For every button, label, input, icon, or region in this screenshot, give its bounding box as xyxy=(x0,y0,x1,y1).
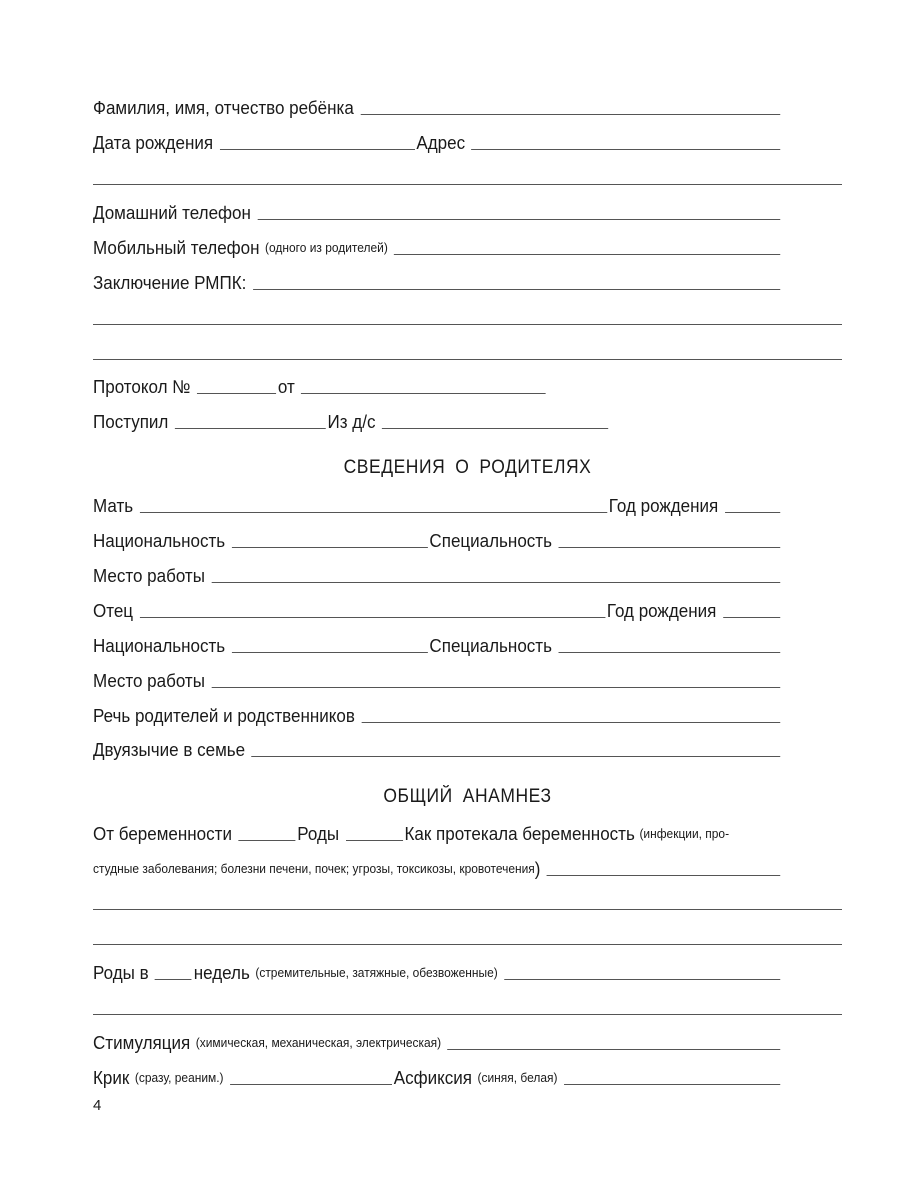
cry-field[interactable] xyxy=(230,1084,392,1085)
row-father xyxy=(93,599,782,623)
father-nationality-field[interactable] xyxy=(232,652,428,653)
row-mother-workplace xyxy=(93,564,782,588)
father-specialty-label: Специальность xyxy=(429,635,552,656)
pregnancy-course-label: Как протекала беременность xyxy=(404,823,635,844)
mother-nationality-label: Национальность xyxy=(93,530,226,551)
mother-birth-year-field[interactable] xyxy=(725,512,781,513)
address-field[interactable] xyxy=(472,149,781,150)
father-label: Отец xyxy=(93,600,134,621)
birth-weeks-field[interactable] xyxy=(155,979,192,980)
mother-specialty-field[interactable] xyxy=(558,547,780,548)
stimulation-field[interactable] xyxy=(448,1049,781,1050)
pregnancy-course-field[interactable] xyxy=(547,875,780,876)
row-mobile-phone xyxy=(93,236,782,260)
mother-field[interactable] xyxy=(140,512,607,513)
birth-in-label: Роды в xyxy=(93,962,149,983)
father-birth-year-label: Год рождения xyxy=(606,600,717,621)
row-father-workplace xyxy=(93,669,782,693)
row-cry-asphyxia xyxy=(93,1066,782,1090)
mother-workplace-label: Место работы xyxy=(93,565,205,586)
row-child-name xyxy=(93,96,782,120)
protocol-from-label: от xyxy=(277,376,295,397)
page-number: 4 xyxy=(93,1097,102,1114)
bilingual-label: Двуязычие в семье xyxy=(93,739,246,760)
row-mother xyxy=(93,494,782,518)
parents-heading: СВЕДЕНИЯ О РОДИТЕЛЯХ xyxy=(343,457,592,478)
pregnancy-course-note-1: (инфекции, про- xyxy=(639,826,730,841)
mobile-phone-label: Мобильный телефон xyxy=(93,237,260,258)
from-kindergarten-field[interactable] xyxy=(382,428,608,429)
row-pregnancy-course xyxy=(93,857,782,881)
row-father-nationality xyxy=(93,634,782,658)
row-home-phone xyxy=(93,201,782,225)
weeks-label: недель xyxy=(193,962,250,983)
rmpk-conclusion-line-2[interactable] xyxy=(93,324,842,325)
pregnancy-course-line-3[interactable] xyxy=(93,944,842,945)
child-name-field[interactable] xyxy=(360,114,780,115)
row-birth-address xyxy=(93,131,782,155)
bilingual-field[interactable] xyxy=(252,756,781,757)
child-name-label: Фамилия, имя, отчество ребёнка xyxy=(93,97,354,118)
father-workplace-field[interactable] xyxy=(211,687,780,688)
births-label: Роды xyxy=(297,823,340,844)
rmpk-conclusion-field[interactable] xyxy=(253,289,780,290)
pregnancy-course-note-close: ) xyxy=(534,858,541,879)
speech-field[interactable] xyxy=(361,722,780,723)
row-speech xyxy=(93,704,782,728)
mother-label: Мать xyxy=(93,495,134,516)
protocol-label: Протокол № xyxy=(93,376,191,397)
protocol-date-field[interactable] xyxy=(301,393,546,394)
cry-label: Крик xyxy=(93,1067,130,1088)
birth-date-field[interactable] xyxy=(220,149,415,150)
home-phone-field[interactable] xyxy=(257,219,780,220)
row-pregnancy xyxy=(93,822,782,846)
father-nationality-label: Национальность xyxy=(93,635,226,656)
birth-type-field[interactable] xyxy=(504,979,780,980)
admitted-label: Поступил xyxy=(93,411,169,432)
row-birth-weeks xyxy=(93,961,782,985)
mother-specialty-label: Специальность xyxy=(429,530,552,551)
pregnancy-number-field[interactable] xyxy=(238,840,295,841)
father-birth-year-field[interactable] xyxy=(723,617,780,618)
father-workplace-label: Место работы xyxy=(93,670,205,691)
mother-birth-year-label: Год рождения xyxy=(608,495,719,516)
father-field[interactable] xyxy=(140,617,606,618)
address-label: Адрес xyxy=(416,132,466,153)
admitted-field[interactable] xyxy=(175,428,326,429)
rmpk-conclusion-label: Заключение РМПК: xyxy=(93,272,247,293)
row-rmpk xyxy=(93,271,782,295)
row-bilingual xyxy=(93,738,782,762)
cry-note: (сразу, реаним.) xyxy=(134,1070,224,1085)
asphyxia-field[interactable] xyxy=(564,1084,780,1085)
pregnancy-course-note-2: студные заболевания; болезни печени, почек; угрозы, токсикозы, кровотечения xyxy=(93,861,535,876)
from-kindergarten-label: Из д/с xyxy=(327,411,376,432)
address-field-line-2[interactable] xyxy=(93,184,842,185)
speech-label: Речь родителей и родственников xyxy=(93,705,355,726)
asphyxia-note: (синяя, белая) xyxy=(477,1070,558,1085)
pregnancy-label: От беременности xyxy=(93,823,232,844)
asphyxia-label: Асфиксия xyxy=(393,1067,472,1088)
row-mother-nationality xyxy=(93,529,782,553)
birth-type-note: (стремительные, затяжные, обезвоженные) xyxy=(255,965,498,980)
mobile-phone-field[interactable] xyxy=(394,254,780,255)
row-admitted xyxy=(93,410,782,434)
anamnesis-heading: ОБЩИЙ АНАМНЕЗ xyxy=(383,786,552,807)
mobile-phone-note: (одного из родителей) xyxy=(265,240,388,255)
row-stimulation xyxy=(93,1031,782,1055)
rmpk-conclusion-line-3[interactable] xyxy=(93,359,842,360)
protocol-number-field[interactable] xyxy=(197,393,276,394)
stimulation-note: (химическая, механическая, электрическая) xyxy=(195,1035,442,1050)
births-number-field[interactable] xyxy=(346,840,403,841)
stimulation-label: Стимуляция xyxy=(93,1032,191,1053)
mother-workplace-field[interactable] xyxy=(211,582,780,583)
pregnancy-course-line-2[interactable] xyxy=(93,909,842,910)
birth-type-line-2[interactable] xyxy=(93,1014,842,1015)
home-phone-label: Домашний телефон xyxy=(93,202,251,223)
mother-nationality-field[interactable] xyxy=(232,547,428,548)
row-protocol xyxy=(93,375,782,399)
father-specialty-field[interactable] xyxy=(558,652,780,653)
birth-date-label: Дата рождения xyxy=(93,132,214,153)
